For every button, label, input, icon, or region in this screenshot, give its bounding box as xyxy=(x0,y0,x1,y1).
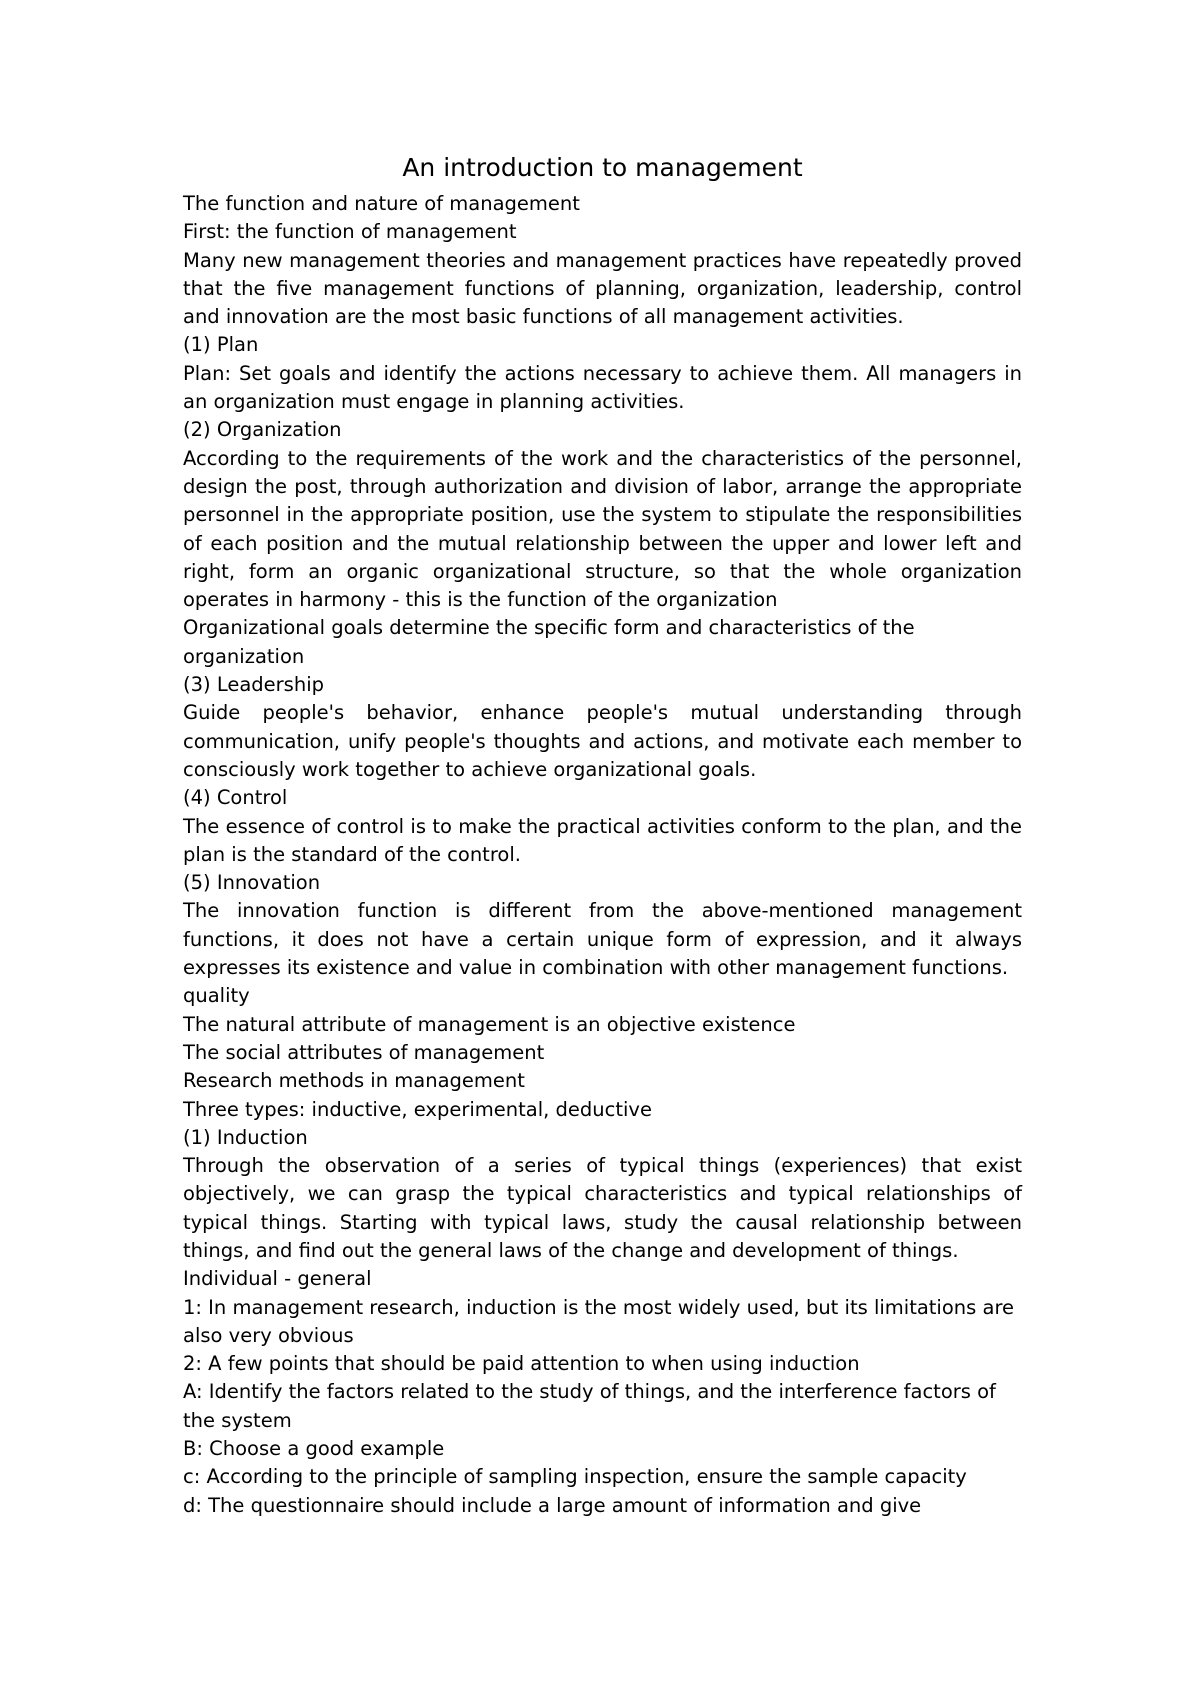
induction-heading: (1) Induction xyxy=(183,1125,308,1149)
quality-heading: quality xyxy=(183,984,250,1008)
organization-paragraph: According to the requirements of the work and the characteristics of the personnel, design the post, through authorization and division of labor, arrange the appropriate personnel in the appropriate position, use the system to stipulate the responsibilities of each position and the mutual relationship between the upper and lower left and right, form an organic organizational structure, so that the whole organization operates in harmony - this is the function of the organization xyxy=(183,446,1022,612)
intro-paragraph: Many new management theories and management practices have repeatedly proved that the five management functions of planning, organization, leadership, control and innovation are the most basic functions of all management activities. xyxy=(183,248,1022,329)
point-b: B: Choose a good example xyxy=(183,1437,445,1461)
induction-paragraph: Through the observation of a series of typical things (experiences) that exist objectively, we can grasp the typical characteristics and typical relationships of typical things. Starting with typical laws, study the causal relationship between things, and find out the general laws of the change and development of things. xyxy=(183,1154,1022,1262)
social-attribute-line: The social attributes of management xyxy=(183,1040,545,1064)
point-c: c: According to the principle of sampling inspection, ensure the sample capacity xyxy=(183,1465,967,1489)
plan-heading: (1) Plan xyxy=(183,333,259,357)
document-title: An introduction to management xyxy=(402,153,803,182)
organization-heading: (2) Organization xyxy=(183,418,342,442)
individual-general-line: Individual - general xyxy=(183,1267,372,1291)
section-heading: The function and nature of management xyxy=(183,192,580,215)
point-2: 2: A few points that should be paid attention to when using induction xyxy=(183,1352,860,1376)
leadership-heading: (3) Leadership xyxy=(183,673,324,697)
innovation-heading: (5) Innovation xyxy=(183,871,321,895)
control-paragraph: The essence of control is to make the practical activities conform to the plan, and the plan is the standard of the control. xyxy=(183,814,1022,866)
natural-attribute-line: The natural attribute of management is an objective existence xyxy=(183,1012,796,1036)
point-d: d: The questionnaire should include a large amount of information and give xyxy=(183,1493,922,1517)
innovation-paragraph: The innovation function is different from the above-mentioned management functions, it does not have a certain unique form of expression, and it always expresses its existence and value in combination with other management functions. xyxy=(183,899,1022,980)
organization-paragraph-2: Organizational goals determine the specific form and characteristics of the organization xyxy=(183,616,915,668)
plan-paragraph: Plan: Set goals and identify the actions necessary to achieve them. All managers in an organization must engage in planning activities. xyxy=(183,361,1022,414)
point-a: A: Identify the factors related to the study of things, and the interference factors of the system xyxy=(183,1380,996,1432)
control-heading: (4) Control xyxy=(183,786,288,810)
point-1: 1: In management research, induction is the most widely used, but its limitations are also very obvious xyxy=(183,1295,1015,1347)
research-methods-heading: Research methods in management xyxy=(183,1069,525,1093)
subsection-heading: First: the function of management xyxy=(183,220,517,244)
document-body xyxy=(183,150,1022,1520)
three-types-line: Three types: inductive, experimental, deductive xyxy=(183,1097,652,1121)
leadership-paragraph: Guide people's behavior, enhance people's mutual understanding through communication, unify people's thoughts and actions, and motivate each member to consciously work together to achieve organizational goals. xyxy=(183,701,1022,781)
